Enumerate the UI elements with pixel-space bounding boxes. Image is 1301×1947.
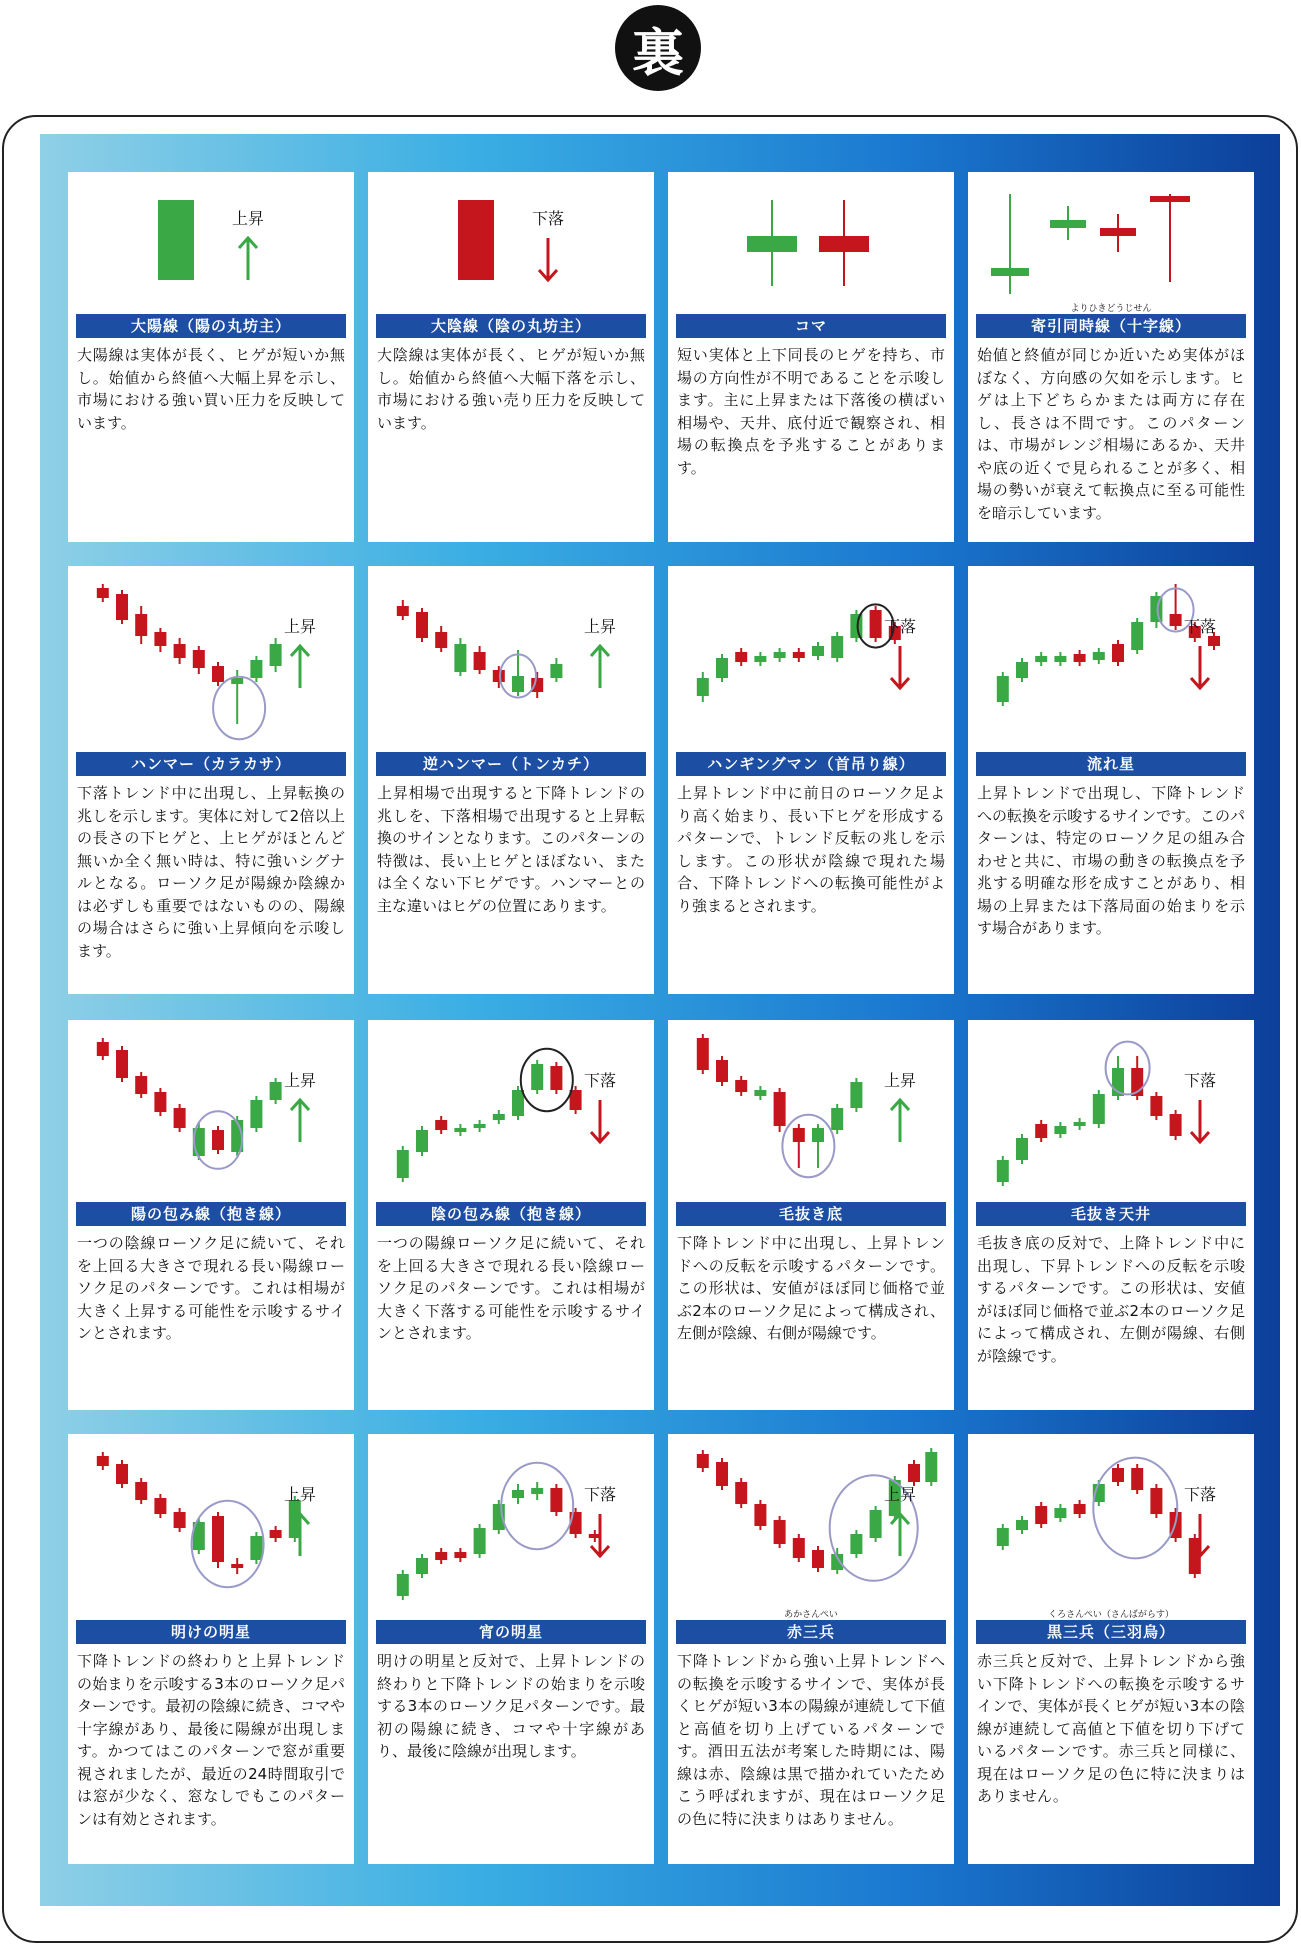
pattern-description: 下降トレンドから強い上昇トレンドへの転換を示唆するサインで、実体が長くヒゲが短い3本の陽線が連続して下値と高値を切り上げているパターンです。酒田五法が考案した時期には、陽線は赤、陰線は黒で描かれていたためこう呼ばれますが、現在はローソク足の色に特に決まりはありません。 [677,1652,945,1828]
candlestick-illustration [668,566,954,748]
bearish-candle [812,1546,824,1572]
pattern-description: 下降トレンドの終わりと上昇トレンドの始まりを示唆する3本のローソク足パターンです。最初の陰線に続き、コマや十字線があり、最後に陽線が出現します。かつてはこのパターンで窓が重要視されましたが、最近の24時間取引では窓が少なく、窓なしでもこのパターンは有効とされます。 [77,1652,345,1828]
bullish-candle [1054,652,1066,666]
bearish-candle [416,608,428,642]
pattern-card [68,172,354,542]
pattern-card [668,172,954,542]
bearish-candle [212,1512,224,1568]
bullish-candle [747,200,797,286]
bearish-candle [397,600,409,620]
bearish-candle [154,1088,166,1116]
bullish-candle [1050,206,1086,240]
bullish-candle [870,1506,882,1542]
candlestick-illustration [68,172,354,310]
pattern-card [668,1020,954,1410]
pattern-card [68,566,354,994]
pattern-title: ハンギングマン（首吊り線） [676,752,946,776]
candlestick-illustration [368,566,654,748]
bullish-candle [716,654,728,682]
bullish-candle [270,1078,282,1104]
pattern-description: 短い実体と上下同長のヒゲを持ち、市場の方向性が不明であることを示唆します。主に上昇または下落後の横ばい相場や、天井、底付近で観察され、相場の転換点を予兆することがあります。 [677,346,945,477]
bearish-candle [697,1034,709,1074]
pattern-title: コマ [676,314,946,338]
bearish-candle [474,646,486,674]
bearish-candle [97,1452,109,1470]
bullish-candle [997,672,1009,706]
bearish-candle [908,1460,920,1486]
arrow-up-icon [291,646,309,688]
candlestick-illustration [968,172,1254,310]
pattern-description: 一つの陽線ローソク足に続いて、それを上回る大きさで現れる長い陰線ローソク足のパターンです。これは相場が大きく下落する可能性を示唆するサインとされます。 [377,1234,645,1342]
bullish-candle [1016,1134,1028,1164]
bullish-candle [1054,1122,1066,1138]
bearish-candle [735,1478,747,1508]
bearish-candle [735,648,747,666]
title-reading: あかさんぺい [784,1610,838,1620]
bearish-candle [1035,1502,1047,1528]
bearish-candle [174,1104,186,1132]
pattern-title: ハンマー（カラカサ） [76,752,346,776]
pattern-title: 毛抜き天井 [976,1202,1246,1226]
candlestick-illustration [368,1434,654,1614]
bearish-candle [97,1038,109,1060]
bearish-candle [1112,1464,1124,1486]
bearish-candle [819,200,869,286]
pattern-description: 大陰線は実体が長く、ヒゲが短いか無し。始値から終値へ大幅下落を示し、市場における強い売り圧力を反映しています。 [377,346,645,432]
pattern-card [968,566,1254,994]
bullish-candle [158,200,194,280]
direction-down-label: 下落 [883,617,917,636]
direction-up-label: 上昇 [283,1485,317,1504]
pattern-card [368,1020,654,1410]
direction-down-label: 下落 [583,1071,617,1090]
pattern-description: 始値と終値が同じか近いため実体がほぼなく、方向感の欠如を示します。ヒゲは上下どちらかまたは両方に存在し、長さは不問です。このパターンは、市場がレンジ相場にあるか、天井や底の近くで見られることが多く、相場の勢いが衰えて転換点に至る可能性を暗示しています。 [977,346,1245,522]
direction-down-label: 下落 [531,209,565,228]
bullish-candle [774,648,786,662]
bearish-candle [135,1478,147,1504]
bearish-candle [550,1484,562,1516]
pattern-description: 一つの陰線ローソク足に続いて、それを上回る大きさで現れる長い陽線ローソク足のパターンです。これは相場が大きく上昇する可能性を示唆するサインとされます。 [77,1234,345,1342]
bullish-candle [697,672,709,702]
bearish-candle [870,606,882,642]
bearish-candle [212,662,224,686]
bearish-candle [174,1508,186,1532]
bullish-candle [531,1060,543,1094]
direction-down-label: 下落 [1183,617,1217,636]
pattern-description: 上昇トレンドで出現し、下降トレンドへの転換を示唆するサインです。このパターンは、特定のローソク足の組み合わせと共に、市場の動きの転換点を予兆する明確な形を成すことがあり、相場の上昇または下落局面の始まりを示す場合があります。 [977,784,1245,937]
candlestick-illustration [668,1434,954,1614]
arrow-down-icon [539,238,557,280]
bullish-candle [270,638,282,672]
bullish-candle [193,1518,205,1554]
arrow-up-icon [291,1100,309,1142]
bullish-candle [531,1482,543,1500]
bullish-candle [1035,652,1047,666]
bullish-candle [997,1524,1009,1550]
bearish-candle [1170,1110,1182,1140]
bullish-candle [1074,1118,1086,1130]
direction-down-label: 下落 [1183,1071,1217,1090]
bearish-candle [1131,1464,1143,1494]
bearish-candle [697,1450,709,1472]
direction-up-label: 上昇 [231,209,265,228]
bearish-candle [97,584,109,602]
bearish-candle [1112,640,1124,666]
direction-up-label: 上昇 [883,1485,917,1504]
bearish-candle [458,200,494,280]
bullish-candle [991,194,1029,294]
candlestick-illustration [668,172,954,310]
pattern-card [668,1434,954,1864]
bullish-candle [454,1124,466,1136]
pattern-title: 陰の包み線（抱き線） [376,1202,646,1226]
candlestick-illustration [68,566,354,748]
bullish-candle [831,1104,843,1134]
bullish-candle [1016,658,1028,682]
pattern-card [968,172,1254,542]
pattern-title: 大陰線（陰の丸坊主） [376,314,646,338]
arrow-down-icon [891,646,909,688]
bearish-candle [435,626,447,652]
bearish-candle [193,646,205,674]
bullish-candle [1093,1090,1105,1128]
pattern-card [668,566,954,994]
bullish-candle [454,638,466,676]
bullish-candle [397,1570,409,1600]
candlestick-illustration [968,566,1254,748]
bearish-candle [1170,584,1182,630]
pattern-card [368,172,654,542]
bearish-candle [454,1548,466,1562]
direction-up-label: 上昇 [883,1071,917,1090]
bearish-candle [735,1076,747,1096]
bullish-candle [397,1146,409,1182]
bearish-candle [116,1046,128,1082]
candlestick-illustration [68,1434,354,1614]
bearish-candle [154,1494,166,1518]
bearish-candle [435,1548,447,1564]
bearish-candle [1074,650,1086,666]
bullish-candle [812,642,824,660]
pattern-description: 上昇相場で出現すると下降トレンドの兆しを、下落相場で出現すると上昇転換のサインとなります。このパターンの特徴は、長い上ヒゲとほぼない、または全くない下ヒゲです。ハンマーとの主な違いはヒゲの位置にあります。 [377,784,645,915]
candlestick-illustration [968,1020,1254,1198]
bearish-candle [793,1124,805,1168]
bullish-candle [416,1554,428,1578]
bullish-candle [1054,1504,1066,1522]
bearish-candle [754,1500,766,1530]
arrow-up-icon [591,646,609,688]
bearish-candle [774,1516,786,1548]
bearish-candle [116,590,128,624]
direction-up-label: 上昇 [583,617,617,636]
highlight-circle [213,677,265,739]
bearish-candle [231,1558,243,1574]
pattern-description: 大陽線は実体が長く、ヒゲが短いか無し。始値から終値へ大幅上昇を示し、市場における強い買い圧力を反映しています。 [77,346,345,432]
pattern-title: 大陽線（陽の丸坊主） [76,314,346,338]
arrow-up-icon [239,238,257,280]
bullish-candle [474,1524,486,1558]
bearish-candle [550,1062,562,1094]
bearish-candle [531,672,543,698]
pattern-card [368,1434,654,1864]
candlestick-illustration [668,1020,954,1198]
bearish-candle [154,628,166,652]
bearish-candle [716,1056,728,1086]
bullish-candle [250,1096,262,1132]
pattern-description: 明けの明星と反対で、上昇トレンドの終わりと下降トレンドの始まりを示唆する3本のローソク足パターンです。最初の陽線に続き、コマや十字線があり、最後に陰線が出現します。 [377,1652,645,1760]
arrow-up-icon [891,1100,909,1142]
pattern-card [968,1434,1254,1864]
pattern-title: 逆ハンマー（トンカチ） [376,752,646,776]
bullish-candle [925,1448,937,1486]
bearish-candle [1150,1092,1162,1120]
pattern-description: 赤三兵と反対で、上昇トレンドから強い下降トレンドへの転換を示唆するサインで、実体が長くヒゲが短い3本の陰線が連続して高値と下値を切り下げているパターンです。赤三兵と同様に、現在はローソク足の色に特に決まりはありません。 [977,1652,1245,1805]
bearish-candle [1035,1120,1047,1142]
bullish-candle [850,1078,862,1112]
arrow-up-icon [891,1514,909,1556]
bullish-candle [754,1086,766,1100]
direction-up-label: 上昇 [283,617,317,636]
highlight-circle [521,1049,573,1111]
bearish-candle [1100,214,1136,252]
arrow-down-icon [1191,1514,1209,1556]
bearish-candle [116,1460,128,1488]
bullish-candle [850,1530,862,1558]
bearish-candle [493,666,505,688]
candlestick-illustration [368,172,654,310]
bearish-candle [135,1072,147,1098]
bearish-candle [270,1526,282,1542]
bullish-candle [1131,618,1143,654]
direction-down-label: 下落 [583,1485,617,1504]
bullish-candle [1093,648,1105,664]
bullish-candle [512,650,524,696]
bullish-candle [512,1484,524,1504]
bearish-candle [716,1458,728,1490]
pattern-card [68,1434,354,1864]
bullish-candle [493,1110,505,1124]
pattern-title: 黒三兵（三羽烏） [976,1620,1246,1644]
bullish-candle [250,656,262,682]
pattern-description: 下降トレンド中に出現し、上昇トレンドへの反転を示唆するパターンです。この形状は、安値がほぼ同じ価格で並ぶ2本のローソク足によって構成され、左側が陰線、右側が陽線です。 [677,1234,945,1342]
title-reading: くろさんぺい（さんばがらす） [1048,1610,1174,1620]
pattern-card [68,1020,354,1410]
bullish-candle [550,658,562,682]
direction-up-label: 上昇 [283,1071,317,1090]
pattern-title: 明けの明星 [76,1620,346,1644]
highlight-circle [501,1463,573,1549]
pattern-title: 寄引同時線（十字線） [976,314,1246,338]
bullish-candle [416,1126,428,1156]
pattern-title: 流れ星 [976,752,1246,776]
bullish-candle [1016,1516,1028,1534]
bullish-candle [831,1548,843,1574]
bearish-candle [435,1116,447,1134]
page-side-badge: 裏 [615,5,701,91]
arrow-down-icon [1191,646,1209,688]
pattern-description: 上昇トレンド中に前日のローソク足より高く始まり、長い下ヒゲを形成するパターンで、トレンド反転の兆しを示します。この形状が陰線で現れた場合、下降トレンドへの転換可能性がより強まるとされます。 [677,784,945,915]
bearish-candle [793,1534,805,1562]
title-reading: よりひきどうじせん [1070,304,1152,314]
pattern-description: 毛抜き底の反対で、上降トレンド中に出現し、下昇トレンドへの反転を示唆するパターンです。この形状は、安値がほぼ同じ価格で並ぶ2本のローソク足によって構成され、左側が陽線、右側が陰線です。 [977,1234,1245,1365]
candlestick-illustration [368,1020,654,1198]
pattern-title: 赤三兵 [676,1620,946,1644]
pattern-card [368,566,654,994]
bearish-candle [1074,1500,1086,1518]
bearish-candle [174,638,186,664]
arrow-down-icon [1191,1100,1209,1142]
bearish-candle [793,648,805,662]
candlestick-illustration [68,1020,354,1198]
arrow-down-icon [591,1100,609,1142]
bullish-candle [997,1156,1009,1186]
direction-down-label: 下落 [1183,1485,1217,1504]
bullish-candle [474,1120,486,1132]
pattern-title: 陽の包み線（抱き線） [76,1202,346,1226]
bullish-candle [831,632,843,662]
bearish-candle [1150,194,1190,282]
pattern-title: 毛抜き底 [676,1202,946,1226]
candlestick-illustration [968,1434,1254,1614]
bearish-candle [774,1088,786,1132]
bearish-candle [212,1126,224,1154]
pattern-description: 下落トレンド中に出現し、上昇転換の兆しを示します。実体に対して2倍以上の長さの下ヒゲと、上ヒゲがほとんど無いか全く無い時は、特に強いシグナルとなる。ローソク足が陽線か陰線かは必ずしも重要ではないものの、陽線の場合はさらに強い上昇傾向を示唆します。 [77,784,345,960]
pattern-card [968,1020,1254,1410]
bearish-candle [1150,1484,1162,1518]
highlight-circle [782,1115,834,1177]
bullish-candle [754,652,766,666]
pattern-title: 宵の明星 [376,1620,646,1644]
bullish-candle [812,1124,824,1168]
bearish-candle [135,606,147,644]
